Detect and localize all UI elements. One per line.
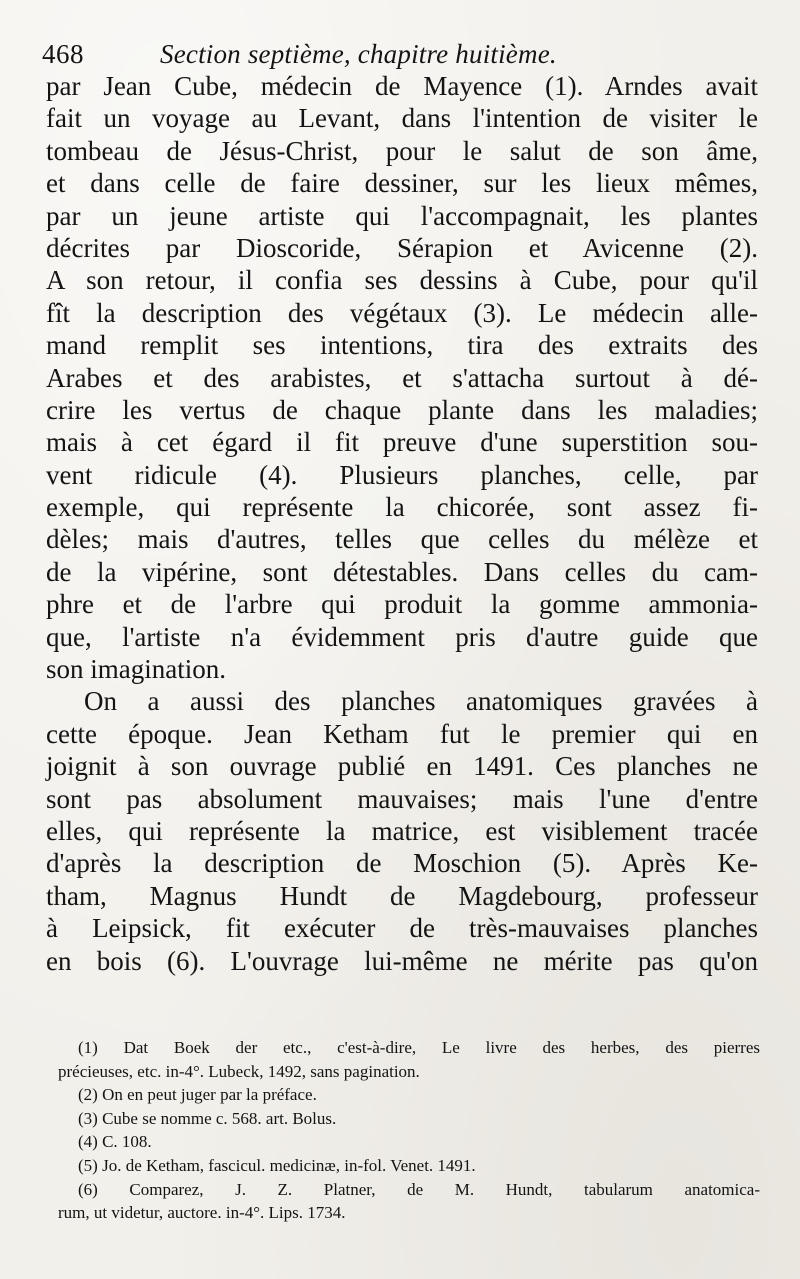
paragraph-start-line: On a aussi des planches anatomiques gravées à <box>84 686 758 717</box>
running-head: Section septième, chapitre huitième. <box>160 39 557 69</box>
text-line: et dans celle de faire dessiner, sur les lieux mêmes, <box>46 168 758 199</box>
text-line: crire les vertus de chaque plante dans les maladies; <box>46 394 758 425</box>
text-line: mand remplit ses intentions, tira des extraits des <box>46 330 758 361</box>
text-line: décrites par Dioscoride, Sérapion et Avicenne (2). <box>46 232 758 263</box>
page-number: 468 <box>42 39 84 69</box>
text-line: de la vipérine, sont détestables. Dans celles du cam- <box>46 556 758 587</box>
text-line: joignit à son ouvrage publié en 1491. Ces planches ne <box>46 751 758 782</box>
page-header <box>42 34 762 74</box>
footnote-6: (6) Comparez, J. Z. Platner, de M. Hundt, tabularum anatomica- <box>78 1179 760 1199</box>
footnote-4: (4) C. 108. <box>78 1132 152 1152</box>
text-line: exemple, qui représente la chicorée, sont assez fi- <box>46 492 758 523</box>
footnote-1-continued: précieuses, etc. in-4°. Lubeck, 1492, sans pagination. <box>58 1061 420 1081</box>
text-line: dèles; mais d'autres, telles que celles du mélèze et <box>46 524 758 555</box>
text-line: que, l'artiste n'a évidemment pris d'autre guide que <box>46 621 758 652</box>
paragraph-end-line: son imagination. <box>46 654 226 685</box>
footnote-6-continued: rum, ut videtur, auctore. in-4°. Lips. 1734. <box>58 1203 346 1223</box>
footnote-1: (1) Dat Boek der etc., c'est-à-dire, Le livre des herbes, des pierres <box>78 1038 760 1057</box>
main-text <box>46 70 758 977</box>
text-line: sont pas absolument mauvaises; mais l'une d'entre <box>46 783 758 814</box>
text-line: fît la description des végétaux (3). Le médecin alle- <box>46 297 758 328</box>
text-line: phre et de l'arbre qui produit la gomme ammonia- <box>46 589 758 620</box>
text-line: tham, Magnus Hundt de Magdebourg, professeur <box>46 880 758 911</box>
footnote-2: (2) On en peut juger par la préface. <box>78 1085 317 1105</box>
text-line: vent ridicule (4). Plusieurs planches, celle, par <box>46 459 758 490</box>
text-line: à Leipsick, fit exécuter de très-mauvaises planches <box>46 913 758 944</box>
text-line: par Jean Cube, médecin de Mayence (1). Arndes avait <box>46 71 758 101</box>
footnotes <box>58 1036 760 1225</box>
text-line: en bois (6). L'ouvrage lui-même ne mérite pas qu'on <box>46 945 758 976</box>
text-line: A son retour, il confia ses dessins à Cube, pour qu'il <box>46 265 758 296</box>
footnote-3: (3) Cube se nomme c. 568. art. Bolus. <box>78 1108 337 1128</box>
text-line: fait un voyage au Levant, dans l'intention de visiter le <box>46 103 758 134</box>
text-line: elles, qui représente la matrice, est visiblement tracée <box>46 815 758 846</box>
text-line: cette époque. Jean Ketham fut le premier qui en <box>46 718 758 749</box>
text-line: par un jeune artiste qui l'accompagnait, les plantes <box>46 200 758 231</box>
text-line: d'après la description de Moschion (5). Après Ke- <box>46 848 758 879</box>
text-line: tombeau de Jésus-Christ, pour le salut de son âme, <box>46 135 758 166</box>
footnote-5: (5) Jo. de Ketham, fascicul. medicinæ, in-fol. Venet. 1491. <box>78 1155 476 1175</box>
text-line: mais à cet égard il fit preuve d'une superstition sou- <box>46 427 758 458</box>
text-line: Arabes et des arabistes, et s'attacha surtout à dé- <box>46 362 758 393</box>
